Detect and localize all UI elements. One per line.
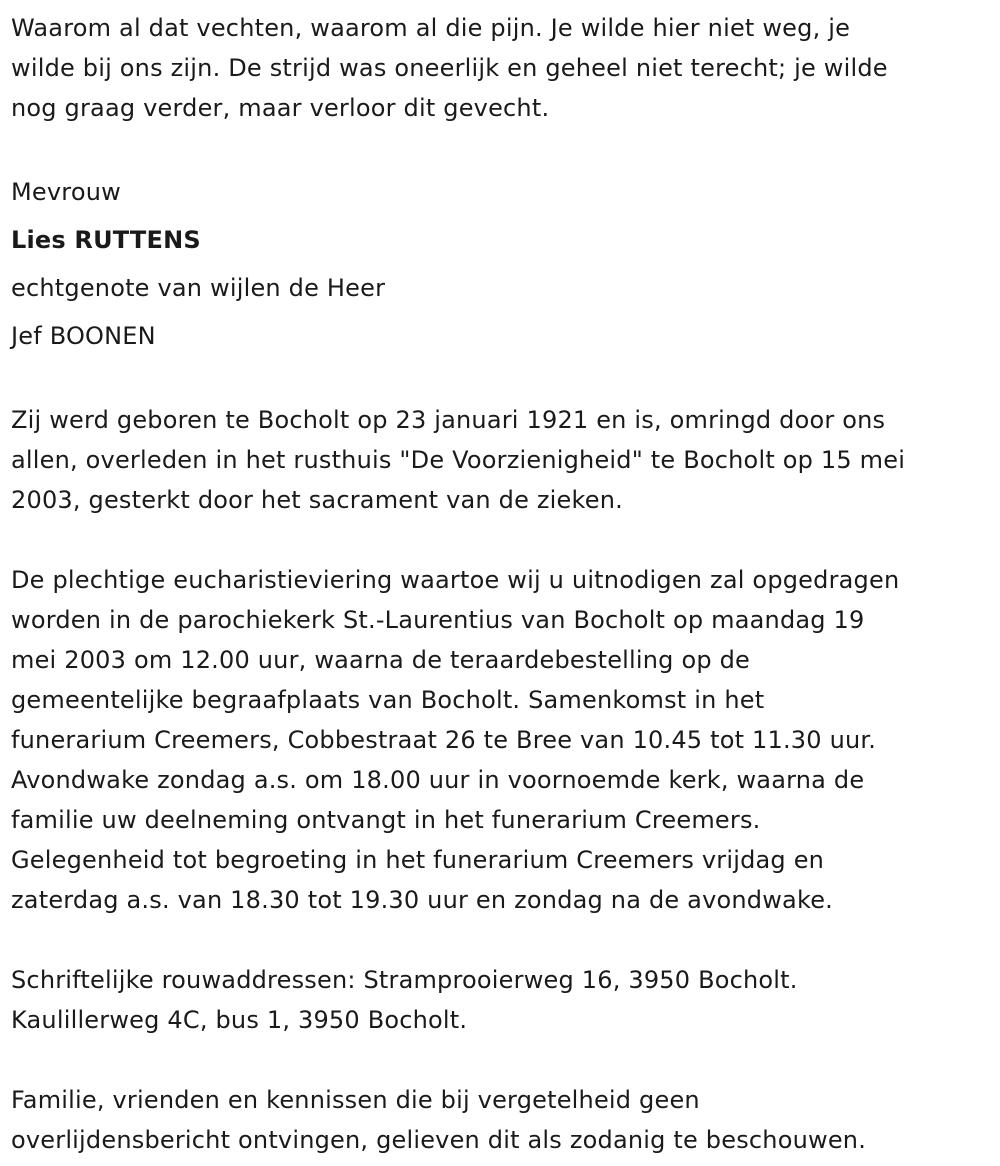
poem-line: wilde bij ons zijn. De strijd was oneerlijk en geheel niet terecht; je wilde [11,54,888,82]
address-line: Schriftelijke rouwaddressen: Stramprooierweg 16, 3950 Bocholt. [11,966,798,994]
paragraph-spacer [11,1040,991,1080]
paragraph-spacer [11,360,991,400]
birth-death-line: allen, overleden in het rusthuis "De Voorzienigheid" te Bocholt op 15 mei [11,446,906,474]
poem-paragraph [11,8,991,128]
ceremony-paragraph [11,560,991,920]
deceased-name: Lies RUTTENS [11,226,201,254]
closing-line: Familie, vrienden en kennissen die bij vergetelheid geen [11,1086,700,1114]
paragraph-spacer [11,520,991,560]
poem-line: Waarom al dat vechten, waarom al die pijn. Je wilde hier niet weg, je [11,14,851,42]
deceased-block [11,168,991,360]
spouse-name: Jef BOONEN [11,322,156,350]
paragraph-spacer [11,128,991,168]
birth-death-line: Zij werd geboren te Bocholt op 23 januari 1921 en is, omringd door ons [11,406,886,434]
deceased-relation: echtgenote van wijlen de Heer [11,274,386,302]
obituary-document [11,8,991,1160]
ceremony-line: funerarium Creemers, Cobbestraat 26 te Bree van 10.45 tot 11.30 uur. [11,726,877,754]
ceremony-line: Gelegenheid tot begroeting in het funerarium Creemers vrijdag en [11,846,825,874]
closing-line: overlijdensbericht ontvingen, gelieven dit als zodanig te beschouwen. [11,1126,867,1154]
paragraph-spacer [11,920,991,960]
ceremony-line: De plechtige eucharistieviering waartoe wij u uitnodigen zal opgedragen [11,566,900,594]
ceremony-line: mei 2003 om 12.00 uur, waarna de teraardebestelling op de [11,646,750,674]
ceremony-line: worden in de parochiekerk St.-Laurentius van Bocholt op maandag 19 [11,606,865,634]
ceremony-line: familie uw deelneming ontvangt in het funerarium Creemers. [11,806,761,834]
birth-death-line: 2003, gesterkt door het sacrament van de zieken. [11,486,623,514]
closing-paragraph [11,1080,991,1160]
ceremony-line: zaterdag a.s. van 18.30 tot 19.30 uur en zondag na de avondwake. [11,886,833,914]
ceremony-line: Avondwake zondag a.s. om 18.00 uur in voornoemde kerk, waarna de [11,766,865,794]
poem-line: nog graag verder, maar verloor dit gevecht. [11,94,550,122]
birth-death-paragraph [11,400,991,520]
ceremony-line: gemeentelijke begraafplaats van Bocholt. Samenkomst in het [11,686,765,714]
addresses-paragraph [11,960,991,1040]
deceased-title: Mevrouw [11,178,121,206]
address-line: Kaulillerweg 4C, bus 1, 3950 Bocholt. [11,1006,468,1034]
